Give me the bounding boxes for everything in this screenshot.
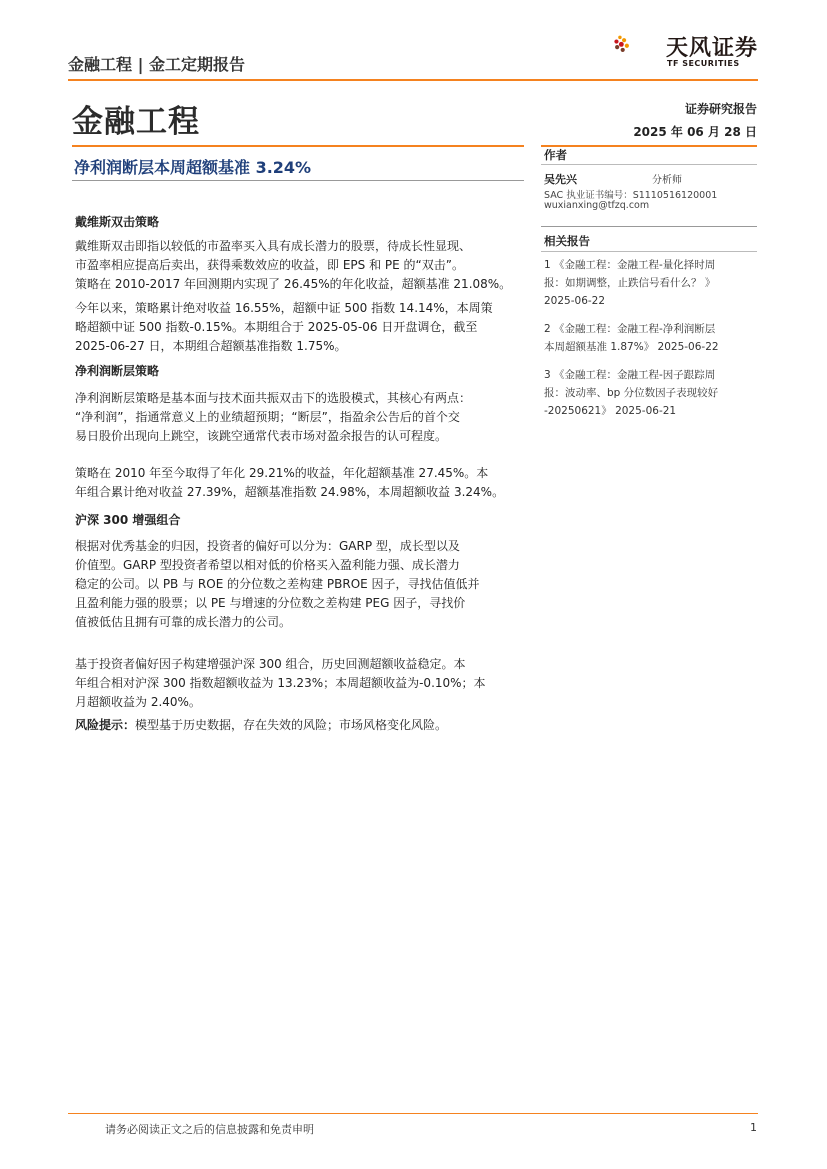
author-sac: SAC 执业证书编号：S1110516120001: [544, 190, 718, 201]
related-divider-top: [541, 226, 757, 227]
related-report-2[interactable]: [544, 320, 759, 356]
paragraph: 净利润断层策略是基本面与技术面共振双击下的选股模式，其核心有两点： “净利润”，指通常意义上的业绩超预期；“断层”，指盈余公告后的首个交 易日股价出现向上跳空，该跳空通常代表市场对盈余报告的认可程度。: [75, 391, 472, 443]
paragraph: 今年以来，策略累计绝对收益 16.55%，超额中证 500 指数 14.14%，本周策 略超额中证 500 指数-0.15%。本期组合于 2025-05-06 日开盘调仓，截至 2025-06-27 日，本期组合超额基准指数 1.75%。: [75, 301, 493, 353]
section-heading-davis: 戴维斯双击策略: [75, 215, 160, 229]
related-report-1[interactable]: [544, 256, 759, 310]
related-line: 本周超额基准 1.87%》 2025-06-22: [544, 341, 719, 353]
related-heading: 相关报告: [544, 234, 590, 248]
section-heading-profit-gap: 净利润断层策略: [75, 364, 160, 378]
page-title: 金融工程: [72, 104, 200, 140]
author-role: 分析师: [652, 175, 682, 186]
report-type: 证券研究报告: [684, 102, 757, 116]
paragraph: 基于投资者偏好因子构建增强沪深 300 组合，历史回测超额收益稳定。本 年组合相对沪深 300 指数超额收益为 13.23%；本周超额收益为-0.10%；本 月超额收益为 2.40%。: [75, 657, 486, 709]
title-divider: [72, 145, 524, 147]
report-subtitle: 净利润断层本周超额基准 3.24%: [74, 158, 312, 177]
tf-securities-logo-icon: [613, 18, 665, 70]
related-line: 报：波动率、bp 分位数因子表现较好: [544, 387, 719, 399]
sidebar-divider-top: [541, 145, 757, 147]
related-line: 2 《金融工程：金融工程-净利润断层: [544, 323, 716, 335]
related-line: 报：如期调整，止跌信号看什么？ 》: [544, 277, 716, 289]
brand-name: 天风证券: [666, 36, 759, 61]
report-date: 2025 年 06 月 28 日: [633, 125, 757, 139]
related-line: -20250621》 2025-06-21: [544, 405, 677, 417]
brand-name-en: TF SECURITIES: [667, 59, 740, 68]
risk-warning: [75, 716, 525, 735]
paragraph: 策略在 2010 年至今取得了年化 29.21%的收益，年化超额基准 27.45%。本 年组合累计绝对收益 27.39%，超额基准指数 24.98%，本周超额收益 3.24%。: [75, 466, 505, 499]
risk-label: 风险提示：: [75, 718, 136, 732]
page-number: 1: [750, 1121, 757, 1134]
footer-disclaimer: 请务必阅读正文之后的信息披露和免责申明: [105, 1123, 314, 1136]
footer-divider: [68, 1113, 758, 1114]
paragraph: 根据对优秀基金的归因，投资者的偏好可以分为：GARP 型，成长型以及 价值型。GARP 型投资者希望以相对低的价格买入盈利能力强、成长潜力 稳定的公司。以 PB 与 ROE 的分位数之差构建 PBROE 因子，寻找估值低并 且盈利能力强的股票；以 PE 与增速的分位数之差构建 PEG 因子，寻找价 值被低估且拥有可靠的成长潜力的公司。: [75, 539, 480, 629]
paragraph: 戴维斯双击即指以较低的市盈率买入具有成长潜力的股票，待成长性显现、 市盈率相应提高后卖出，获得乘数效应的收益，即 EPS 和 PE 的“双击”。 策略在 2010-2017 年回测期内实现了 26.45%的年化收益，超额基准 21.08%。: [75, 239, 512, 291]
risk-text: 模型基于历史数据，存在失效的风险；市场风格变化风险。: [135, 718, 448, 732]
related-divider: [541, 251, 757, 252]
author-name: 吴先兴: [544, 173, 577, 186]
subtitle-divider: [72, 180, 524, 181]
related-report-3[interactable]: [544, 366, 759, 420]
author-heading: 作者: [544, 148, 567, 162]
author-divider: [541, 164, 757, 165]
related-line: 3 《金融工程：金融工程-因子跟踪周: [544, 369, 716, 381]
header-divider: [68, 79, 758, 81]
author-email[interactable]: wuxianxing@tfzq.com: [544, 200, 650, 211]
related-line: 1 《金融工程：金融工程-量化择时周: [544, 259, 716, 271]
related-line: 2025-06-22: [544, 295, 606, 307]
section-heading-hs300: 沪深 300 增强组合: [75, 513, 181, 527]
header-section-label: 金融工程 | 金工定期报告: [68, 55, 245, 74]
